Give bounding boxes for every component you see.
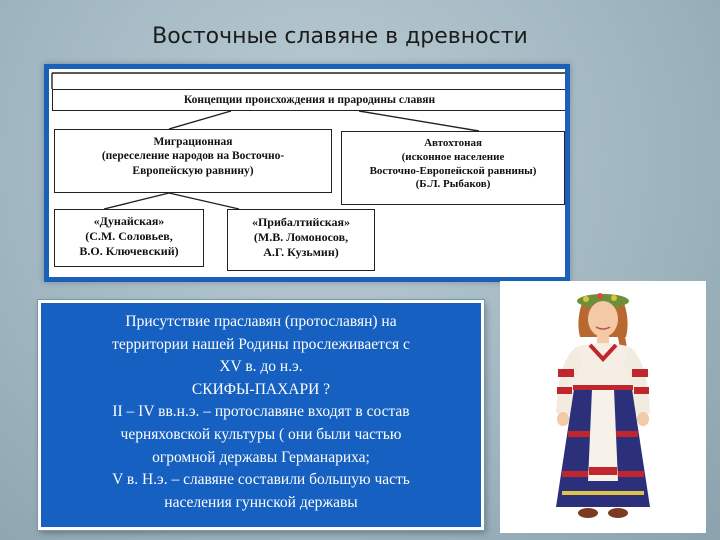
panel-line-2: территории нашей Родины прослеживается с	[112, 335, 410, 353]
panel-line-5: II – IV вв.н.э. – протославяне входят в состав	[112, 403, 410, 421]
autochthonous-line-3: Восточно-Европейской равнины)	[369, 164, 537, 177]
baltic-line-3: А.Г. Кузьмин)	[263, 245, 339, 259]
panel-line-6: черняховской культуры ( они были частью	[120, 425, 402, 443]
danube-theory-box	[54, 209, 204, 267]
slide-title: Восточные славяне в древности	[152, 24, 528, 49]
baltic-theory-box	[227, 209, 375, 271]
origin-concepts-diagram	[44, 64, 570, 282]
panel-line-9: населения гуннской державы	[164, 493, 358, 511]
danube-line-3: В.О. Ключевский)	[79, 244, 179, 258]
root-concept-box	[52, 89, 565, 111]
panel-line-8: V в. Н.э. – славяне составили большую часть	[112, 471, 410, 489]
protoslavs-info-panel	[38, 300, 484, 530]
migration-line-2: (переселение народов на Восточно-	[101, 150, 285, 163]
folk-costume-image	[500, 281, 706, 533]
migration-theory-box	[54, 129, 332, 193]
autochthonous-theory-box	[341, 131, 565, 205]
baltic-line-2: (М.В. Ломоносов,	[253, 230, 349, 244]
migration-line-3: Европейскую равнину)	[132, 164, 254, 177]
autochthonous-line-1: Автохтоная	[424, 137, 482, 149]
danube-line-1: «Дунайская»	[93, 214, 165, 228]
root-concept-label: Концепции происхождения и прародины славян	[183, 94, 436, 106]
panel-line-1: Присутствие праславян (протославян) на	[125, 313, 397, 330]
panel-line-4: СКИФЫ-ПАХАРИ ?	[191, 380, 331, 398]
autochthonous-line-4: (Б.Л. Рыбаков)	[415, 178, 491, 191]
baltic-line-1: «Прибалтийская»	[251, 215, 351, 229]
autochthonous-line-2: (исконное население	[401, 150, 505, 163]
panel-line-7: огромной державы Германариха;	[152, 448, 370, 466]
danube-line-2: (С.М. Соловьев,	[85, 229, 173, 243]
migration-line-1: Миграционная	[153, 136, 233, 148]
slavic-girl-illustration	[500, 281, 706, 533]
diagram-canvas	[49, 69, 565, 277]
panel-line-3: XV в. до н.э.	[219, 358, 303, 376]
